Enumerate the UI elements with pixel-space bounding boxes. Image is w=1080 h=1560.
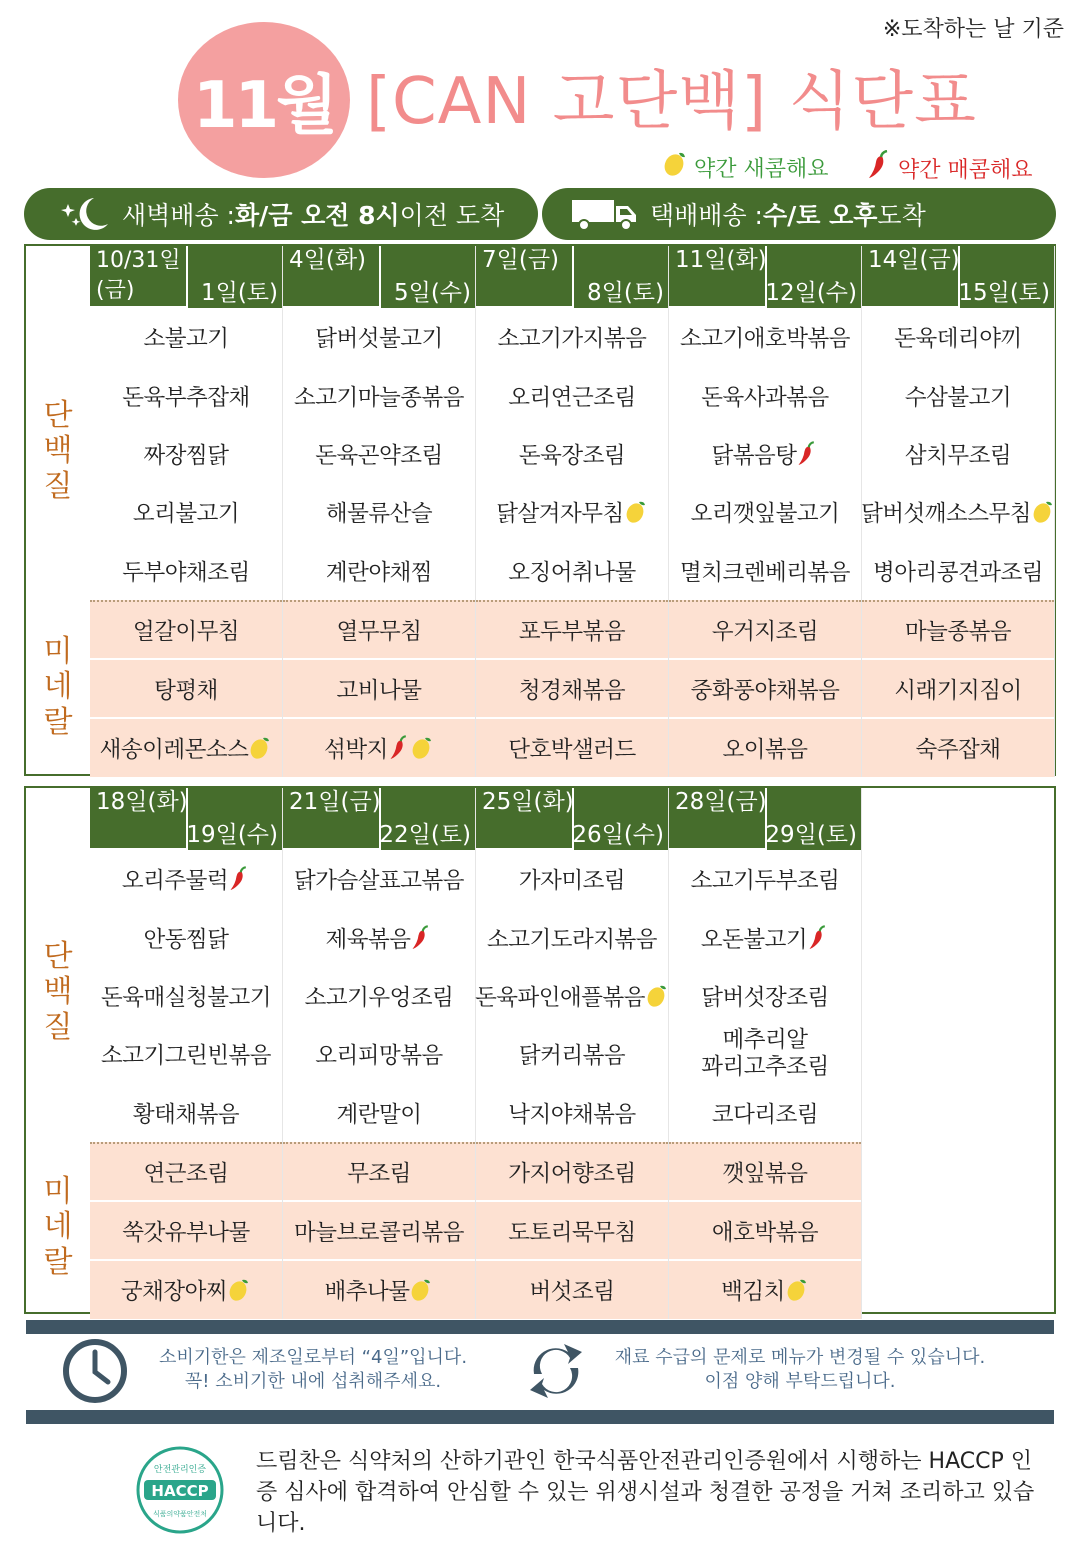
protein-dishes [476,308,668,600]
delivery-date-first: 7일(금) [482,247,560,273]
delivery-date-first: 11일(화) [675,247,767,273]
mineral-dish [476,1202,668,1260]
menu-item-name: 배추나물 [324,1278,410,1305]
protein-dish [476,1084,668,1142]
menu-item-name: 가자미조림 [518,868,626,895]
mineral-dishes [283,1142,475,1319]
menu-item-name: 마늘브로콜리볶음 [294,1219,464,1246]
mineral-dishes [476,600,668,777]
menu-item-name: 돈육사과볶음 [701,384,829,411]
haccp-logo-top: 안전관리인증 [153,1465,207,1475]
parcel-label: 택배배송 : [650,201,763,230]
protein-dish [283,1084,475,1142]
week-column [669,788,862,1319]
menu-item-name: 계란말이 [336,1101,422,1128]
protein-dishes [90,308,282,600]
protein-dish [90,1025,282,1083]
protein-dishes [283,308,475,600]
lemon-icon [645,983,669,1009]
menu-item-name: 닭볶음탕 [711,442,797,469]
moon-stars-icon [60,194,112,234]
mineral-label: 미 네 랄 [43,1173,73,1280]
menu-item-name: 가지어향조림 [508,1161,636,1188]
mineral-dish [669,602,861,660]
menu-item-name: 단호박샐러드 [508,736,636,763]
delivery-date-second: 19일(수) [186,822,278,848]
mineral-dish [669,660,861,718]
haccp-logo [136,1446,224,1534]
delivery-date-first: 21일(금) [289,789,381,815]
delivery-date-second: 22일(토) [379,822,471,848]
protein-dish [476,425,668,483]
refresh-arrows-icon [524,1338,588,1408]
menu-item-name: 코다리조림 [711,1101,819,1128]
protein-dish [669,542,861,600]
chili-icon [807,924,829,952]
menu-item-name: 돈육파인애플볶음 [475,984,645,1011]
chili-icon [866,150,892,186]
delivery-date-second: 29일(토) [765,822,857,848]
mineral-dish [283,1144,475,1202]
protein-dish [476,483,668,541]
protein-dish [669,967,861,1025]
menu-item-name: 제육볶음 [325,926,411,953]
menu-item-name: 도토리묵무침 [508,1219,636,1246]
menu-item-name: 닭버섯장조림 [701,984,829,1011]
lemon-icon [227,1277,251,1303]
menu-item-name: 돈육매실청불고기 [101,984,271,1011]
menu-item-name: 무조림 [347,1161,411,1188]
chili-icon [388,734,410,762]
delivery-date-first: 4일(화) [289,247,367,273]
menu-table-second-half [24,786,1056,1314]
protein-dish [669,425,861,483]
menu-item-name: 깻잎볶음 [722,1161,808,1188]
parcel-days: 수/토 오후 [762,201,878,230]
protein-dish [283,483,475,541]
menu-item-name: 오리피망볶음 [315,1043,443,1070]
menu-item-name: 탕평채 [154,677,218,704]
protein-dish [669,483,861,541]
menu-item-name: 멸치크렌베리볶음 [680,559,850,586]
mineral-dish [476,719,668,777]
lemon-icon [248,735,272,761]
delivery-date-second: 15일(토) [958,280,1050,306]
menu-item-name: 오리깻잎불고기 [690,501,840,528]
date-header [283,788,475,850]
menu-item-name: 닭버섯불고기 [315,326,443,353]
date-header [476,246,668,308]
delivery-date-second: 26일(수) [572,822,664,848]
protein-dish [90,366,282,424]
divider-bar [26,1320,1054,1334]
menu-item-name: 삼치무조림 [904,442,1012,469]
lemon-icon [662,150,688,184]
menu-item-name: 버섯조림 [529,1278,615,1305]
menu-item-name: 섞박지 [324,736,388,763]
menu-item-name: 돈육데리야끼 [894,326,1022,353]
dawn-label: 새벽배송 : [122,201,235,230]
date-header [283,246,475,308]
mineral-dish [283,719,475,777]
mineral-dish [862,602,1054,660]
truck-icon [570,194,640,234]
chili-icon [410,924,432,952]
mineral-dish [90,1202,282,1260]
delivery-date-second: 1일(토) [200,280,278,306]
mineral-dish [283,602,475,660]
menu-item-name: 황태채볶음 [132,1101,240,1128]
delivery-date-second: 5일(수) [393,280,471,306]
date-header [90,246,282,308]
haccp-logo-bottom: 식품의약품안전처 [152,1510,208,1518]
protein-dish [283,366,475,424]
protein-dish [283,908,475,966]
menu-item-name: 안동찜닭 [143,926,229,953]
menu-item-name: 계란야채찜 [325,559,433,586]
mineral-dish [283,1261,475,1319]
menu-item-name: 해물류산슬 [325,501,433,528]
menu-item-name: 돈육곤약조림 [315,442,443,469]
menu-item-name: 수삼불고기 [904,384,1012,411]
menu-item-name: 궁채장아찌 [120,1278,228,1305]
menu-item-name: 마늘종볶음 [904,619,1012,646]
menu-item-name: 소고기우엉조림 [304,984,454,1011]
menu-item-name: 우거지조림 [711,619,819,646]
chili-icon [228,865,250,893]
week-column [476,788,669,1319]
menu-item-name: 청경채볶음 [518,677,626,704]
haccp-statement: 드림찬은 식약처의 산하기관인 한국식품안전관리인증원에서 시행하는 HACCP 인증 심사에 합격하여 안심할 수 있는 위생시설과 청결한 공정을 거쳐 조리하고 있습니다. [256,1449,1035,1537]
protein-dish [283,1025,475,1083]
menu-item-name: 포두부볶음 [518,619,626,646]
protein-dish [862,542,1054,600]
clock-icon [62,1338,128,1408]
menu-item-name: 소고기가지볶음 [497,326,647,353]
menu-item-name: 백김치 [721,1278,785,1305]
arrival-basis-note: ※도착하는 날 기준 [882,17,1064,42]
menu-table-first-half [24,244,1056,776]
mineral-dish [669,1144,861,1202]
protein-dish [476,1025,668,1083]
legend-sour-label: 약간 새콤해요 [694,156,829,182]
protein-dish [669,308,861,366]
menu-item-name: 애호박볶음 [711,1219,819,1246]
legend-sour [662,150,829,184]
mineral-dish [476,660,668,718]
mineral-dishes [283,600,475,777]
week-column [669,246,862,777]
delivery-date-first: 25일(화) [482,789,574,815]
menu-item-name: 닭살겨자무침 [496,501,624,528]
menu-item-name: 시래기지짐이 [894,677,1022,704]
menu-item-name: 닭버섯깨소스무침 [861,501,1031,528]
mineral-dish [862,660,1054,718]
haccp-logo-main: HACCP [151,1482,209,1500]
menu-item-name: 소고기두부조림 [690,868,840,895]
protein-dish [283,425,475,483]
protein-dish [90,850,282,908]
divider-bar [26,1410,1054,1424]
mineral-dishes [669,600,861,777]
menu-item-name: 병아리콩견과조림 [873,559,1043,586]
protein-dish [476,850,668,908]
mineral-dish [90,719,282,777]
delivery-date-first: 10/31일(금) [96,248,181,303]
protein-dish [669,366,861,424]
protein-dish [862,483,1054,541]
protein-dish [283,308,475,366]
protein-dish [90,967,282,1025]
protein-dishes [283,850,475,1142]
delivery-date-first: 28일(금) [675,789,767,815]
protein-dish [90,908,282,966]
expiry-notice: 소비기한은 제조일로부터 “4일”입니다. 꼭! 소비기한 내에 섭취해주세요. [158,1347,468,1393]
menu-item-name: 쑥갓유부나물 [122,1219,250,1246]
protein-dish [90,542,282,600]
mineral-dish [90,1144,282,1202]
parcel-delivery-banner [542,188,1056,240]
menu-item-name: 고비나물 [336,677,422,704]
protein-dish [862,366,1054,424]
date-header [862,246,1054,308]
protein-dishes [669,308,861,600]
lemon-icon [1031,499,1055,525]
delivery-date-second: 8일(토) [586,280,664,306]
mineral-dishes [862,600,1054,777]
lemon-icon [410,735,434,761]
mineral-label: 미 네 랄 [43,633,73,740]
delivery-date-first: 18일(화) [96,789,188,815]
mineral-dish [90,660,282,718]
month-badge: 11월 [178,22,350,178]
menu-item-name: 돈육장조림 [518,442,626,469]
dawn-tail: 이전 도착 [399,201,505,230]
protein-dish [476,967,668,1025]
mineral-dishes [476,1142,668,1319]
menu-item-name: 소고기그린빈볶음 [101,1043,271,1070]
mineral-dish [283,1202,475,1260]
week-column [283,788,476,1319]
mineral-dish [90,602,282,660]
menu-item-name: 닭커리볶음 [518,1043,626,1070]
mineral-dish [90,1261,282,1319]
delivery-date-second: 12일(수) [765,280,857,306]
protein-dish [90,483,282,541]
week-column [90,246,283,777]
date-header [476,788,668,850]
mineral-dish [862,719,1054,777]
menu-item-name: 오돈불고기 [700,926,808,953]
mineral-dish [476,1144,668,1202]
protein-dish [476,908,668,966]
protein-dish [476,542,668,600]
menu-item-name: 오리불고기 [132,501,240,528]
menu-item-name: 짜장찜닭 [143,442,229,469]
dawn-delivery-banner [24,188,538,240]
menu-item-name: 오리연근조림 [508,384,636,411]
menu-item-name: 소고기도라지볶음 [487,926,657,953]
week-column [90,788,283,1319]
week-column [283,246,476,777]
dawn-days: 화/금 오전 8시 [234,201,400,230]
protein-dish [90,308,282,366]
legend-spicy [866,150,1033,186]
mineral-dishes [90,600,282,777]
mineral-dish [669,719,861,777]
protein-dish [862,425,1054,483]
protein-dish [283,967,475,1025]
menu-item-name: 오리주물럭 [121,868,229,895]
menu-item-name: 얼갈이무침 [132,619,240,646]
protein-dishes [90,850,282,1142]
mineral-dish [476,602,668,660]
menu-item-name: 소고기마늘종볶음 [294,384,464,411]
mineral-dish [283,660,475,718]
protein-label: 단 백 질 [43,397,73,504]
legend-spicy-label: 약간 매콤해요 [898,157,1033,183]
menu-item-name: 두부야채조림 [122,559,250,586]
menu-item-name: 숙주잡채 [915,736,1001,763]
protein-dish [669,850,861,908]
protein-dishes [862,308,1054,600]
menu-item-name: 중화풍야채볶음 [690,677,840,704]
menu-item-name: 새송이레몬소스 [99,736,249,763]
protein-dish [283,850,475,908]
protein-dish [476,366,668,424]
mineral-dishes [669,1142,861,1319]
date-header [90,788,282,850]
protein-dish [90,1084,282,1142]
protein-dish [669,1025,861,1083]
menu-change-notice: 재료 수급의 문제로 메뉴가 변경될 수 있습니다. 이점 양해 부탁드립니다. [614,1347,986,1393]
delivery-date-first: 14일(금) [868,247,960,273]
lemon-icon [624,499,648,525]
protein-dish [283,542,475,600]
protein-dish [669,1084,861,1142]
protein-dish [90,425,282,483]
protein-dishes [669,850,861,1142]
menu-item-name: 낙지야채볶음 [508,1101,636,1128]
menu-item-name: 메추리알 꽈리고추조림 [701,1027,829,1081]
menu-item-name: 닭가슴살표고볶음 [294,868,464,895]
chili-icon [796,440,818,468]
mineral-dish [669,1261,861,1319]
menu-item-name: 소고기애호박볶음 [680,326,850,353]
week-column [862,246,1055,777]
lemon-icon [409,1277,433,1303]
date-header [669,788,861,850]
menu-item-name: 열무무침 [336,619,422,646]
protein-dish [476,308,668,366]
lemon-icon [785,1277,809,1303]
menu-item-name: 소불고기 [143,326,229,353]
protein-label: 단 백 질 [43,938,73,1045]
protein-dish [669,908,861,966]
protein-dish [862,308,1054,366]
mineral-dish [476,1261,668,1319]
page-title: [CAN 고단백] 식단표 [366,65,977,139]
menu-item-name: 연근조림 [143,1161,229,1188]
menu-item-name: 오징어취나물 [508,559,636,586]
parcel-tail: 도착 [877,201,926,230]
mineral-dish [669,1202,861,1260]
protein-dishes [476,850,668,1142]
menu-item-name: 오이볶음 [722,736,808,763]
week-column [476,246,669,777]
menu-item-name: 돈육부추잡채 [122,384,250,411]
date-header [669,246,861,308]
mineral-dishes [90,1142,282,1319]
